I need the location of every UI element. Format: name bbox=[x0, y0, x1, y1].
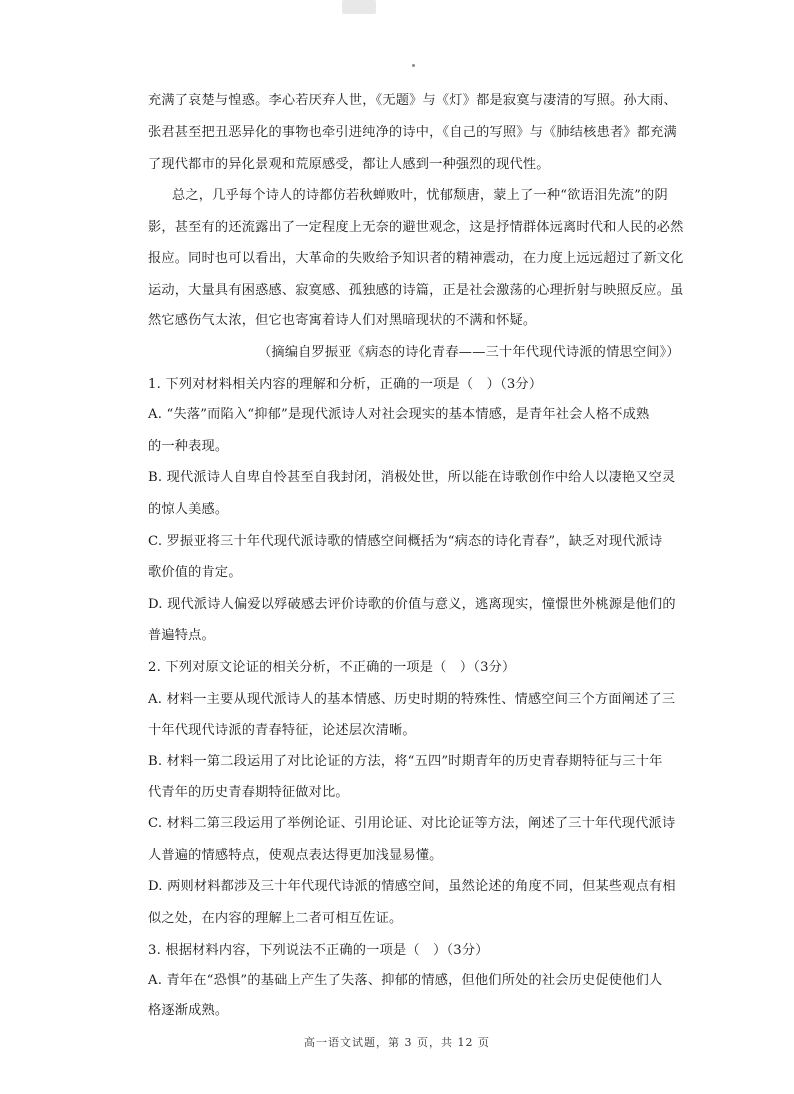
paragraph-line: 影，甚至有的还流露出了一定程度上无奈的避世观念，这是抒情群体远离时代和人民的必然 bbox=[148, 220, 684, 235]
option-line: B. 材料一第二段运用了对比论证的方法，将“五四”时期青年的历史青春期特征与三十年 bbox=[148, 754, 663, 769]
option-line: A. 青年在“恐惧”的基础上产生了失落、抑郁的情感，但他们所处的社会历史促使他们人 bbox=[148, 973, 663, 988]
paragraph-line: 报应。同时也可以看出，大革命的失败给予知识者的精神震动，在力度上远远超过了新文化 bbox=[148, 251, 684, 266]
option-line: 普遍特点。 bbox=[148, 628, 215, 643]
question-stem: 3. 根据材料内容，下列说法不正确的一项是（ ）（3分） bbox=[148, 943, 489, 958]
paragraph-line: 运动，大量具有困惑感、寂寞感、孤独感的诗篇，正是社会激荡的心理折射与映照反应。虽 bbox=[148, 283, 684, 298]
option-line: D. 两则材料都涉及三十年代现代诗派的情感空间，虽然论述的角度不同，但某些观点有相 bbox=[148, 879, 676, 894]
option-line: 歌价值的肯定。 bbox=[148, 565, 242, 580]
option-line: A. “失落”而陷入“抑郁”是现代派诗人对社会现实的基本情感，是青年社会人格不成熟 bbox=[148, 407, 650, 422]
option-line: 的一种表现。 bbox=[148, 439, 229, 454]
option-line: A. 材料一主要从现代派诗人的基本情感、历史时期的特殊性、情感空间三个方面阐述了三 bbox=[148, 692, 676, 707]
option-line: C. 材料二第三段运用了举例论证、引用论证、对比论证等方法，阐述了三十年代现代派诗 bbox=[148, 816, 676, 831]
option-line: 人普遍的情感特点，使观点表达得更加浅显易懂。 bbox=[148, 848, 443, 863]
option-line: 格逐渐成熟。 bbox=[148, 1003, 229, 1018]
option-line: B. 现代派诗人自卑自怜甚至自我封闭，消极处世，所以能在诗歌创作中给人以凄艳又空灵 bbox=[148, 470, 676, 485]
option-line: C. 罗振亚将三十年代现代派诗歌的情感空间概括为“病态的诗化青春”，缺乏对现代派诗 bbox=[148, 534, 663, 549]
scan-smudge bbox=[342, 0, 376, 14]
scan-dot bbox=[412, 64, 415, 67]
paragraph-line: 然它感伤气太浓，但它也寄寓着诗人们对黑暗现状的不满和怀疑。 bbox=[148, 313, 537, 328]
paragraph-line: 充满了哀楚与惶惑。李心若厌弃人世，《无题》与《灯》都是寂寞与凄清的写照。孙大雨、 bbox=[148, 93, 677, 108]
source-citation: （摘编自罗振亚《病态的诗化青春——三十年代现代诗派的情思空间》） bbox=[258, 345, 680, 360]
question-stem: 1. 下列对材料相关内容的理解和分析，正确的一项是（ ）（3分） bbox=[148, 377, 543, 392]
page-footer: 高一语文试题，第 3 页，共 12 页 bbox=[304, 1036, 490, 1049]
paragraph-line: 了现代都市的异化景观和荒原感受，都让人感到一种强烈的现代性。 bbox=[148, 157, 550, 172]
paragraph-line: 总之，几乎每个诗人的诗都仿若秋蝉败叶，忧郁颓唐，蒙上了一种“欲语泪先流”的阴 bbox=[172, 188, 668, 203]
option-line: 代青年的历史青春期特征做对比。 bbox=[148, 785, 349, 800]
option-line: D. 现代派诗人偏爱以殍破感去评价诗歌的价值与意义，逃离现实，憧憬世外桃源是他们的 bbox=[148, 597, 676, 612]
option-line: 似之处，在内容的理解上二者可相互佐证。 bbox=[148, 911, 403, 926]
question-stem: 2. 下列对原文论证的相关分析，不正确的一项是（ ）（3分） bbox=[148, 660, 516, 675]
option-line: 十年代现代诗派的青春特征，论述层次清晰。 bbox=[148, 723, 416, 738]
paragraph-line: 张君甚至把丑恶异化的事物也牵引进纯净的诗中，《自己的写照》与《肺结核患者》都充满 bbox=[148, 125, 677, 140]
option-line: 的惊人美感。 bbox=[148, 502, 229, 517]
